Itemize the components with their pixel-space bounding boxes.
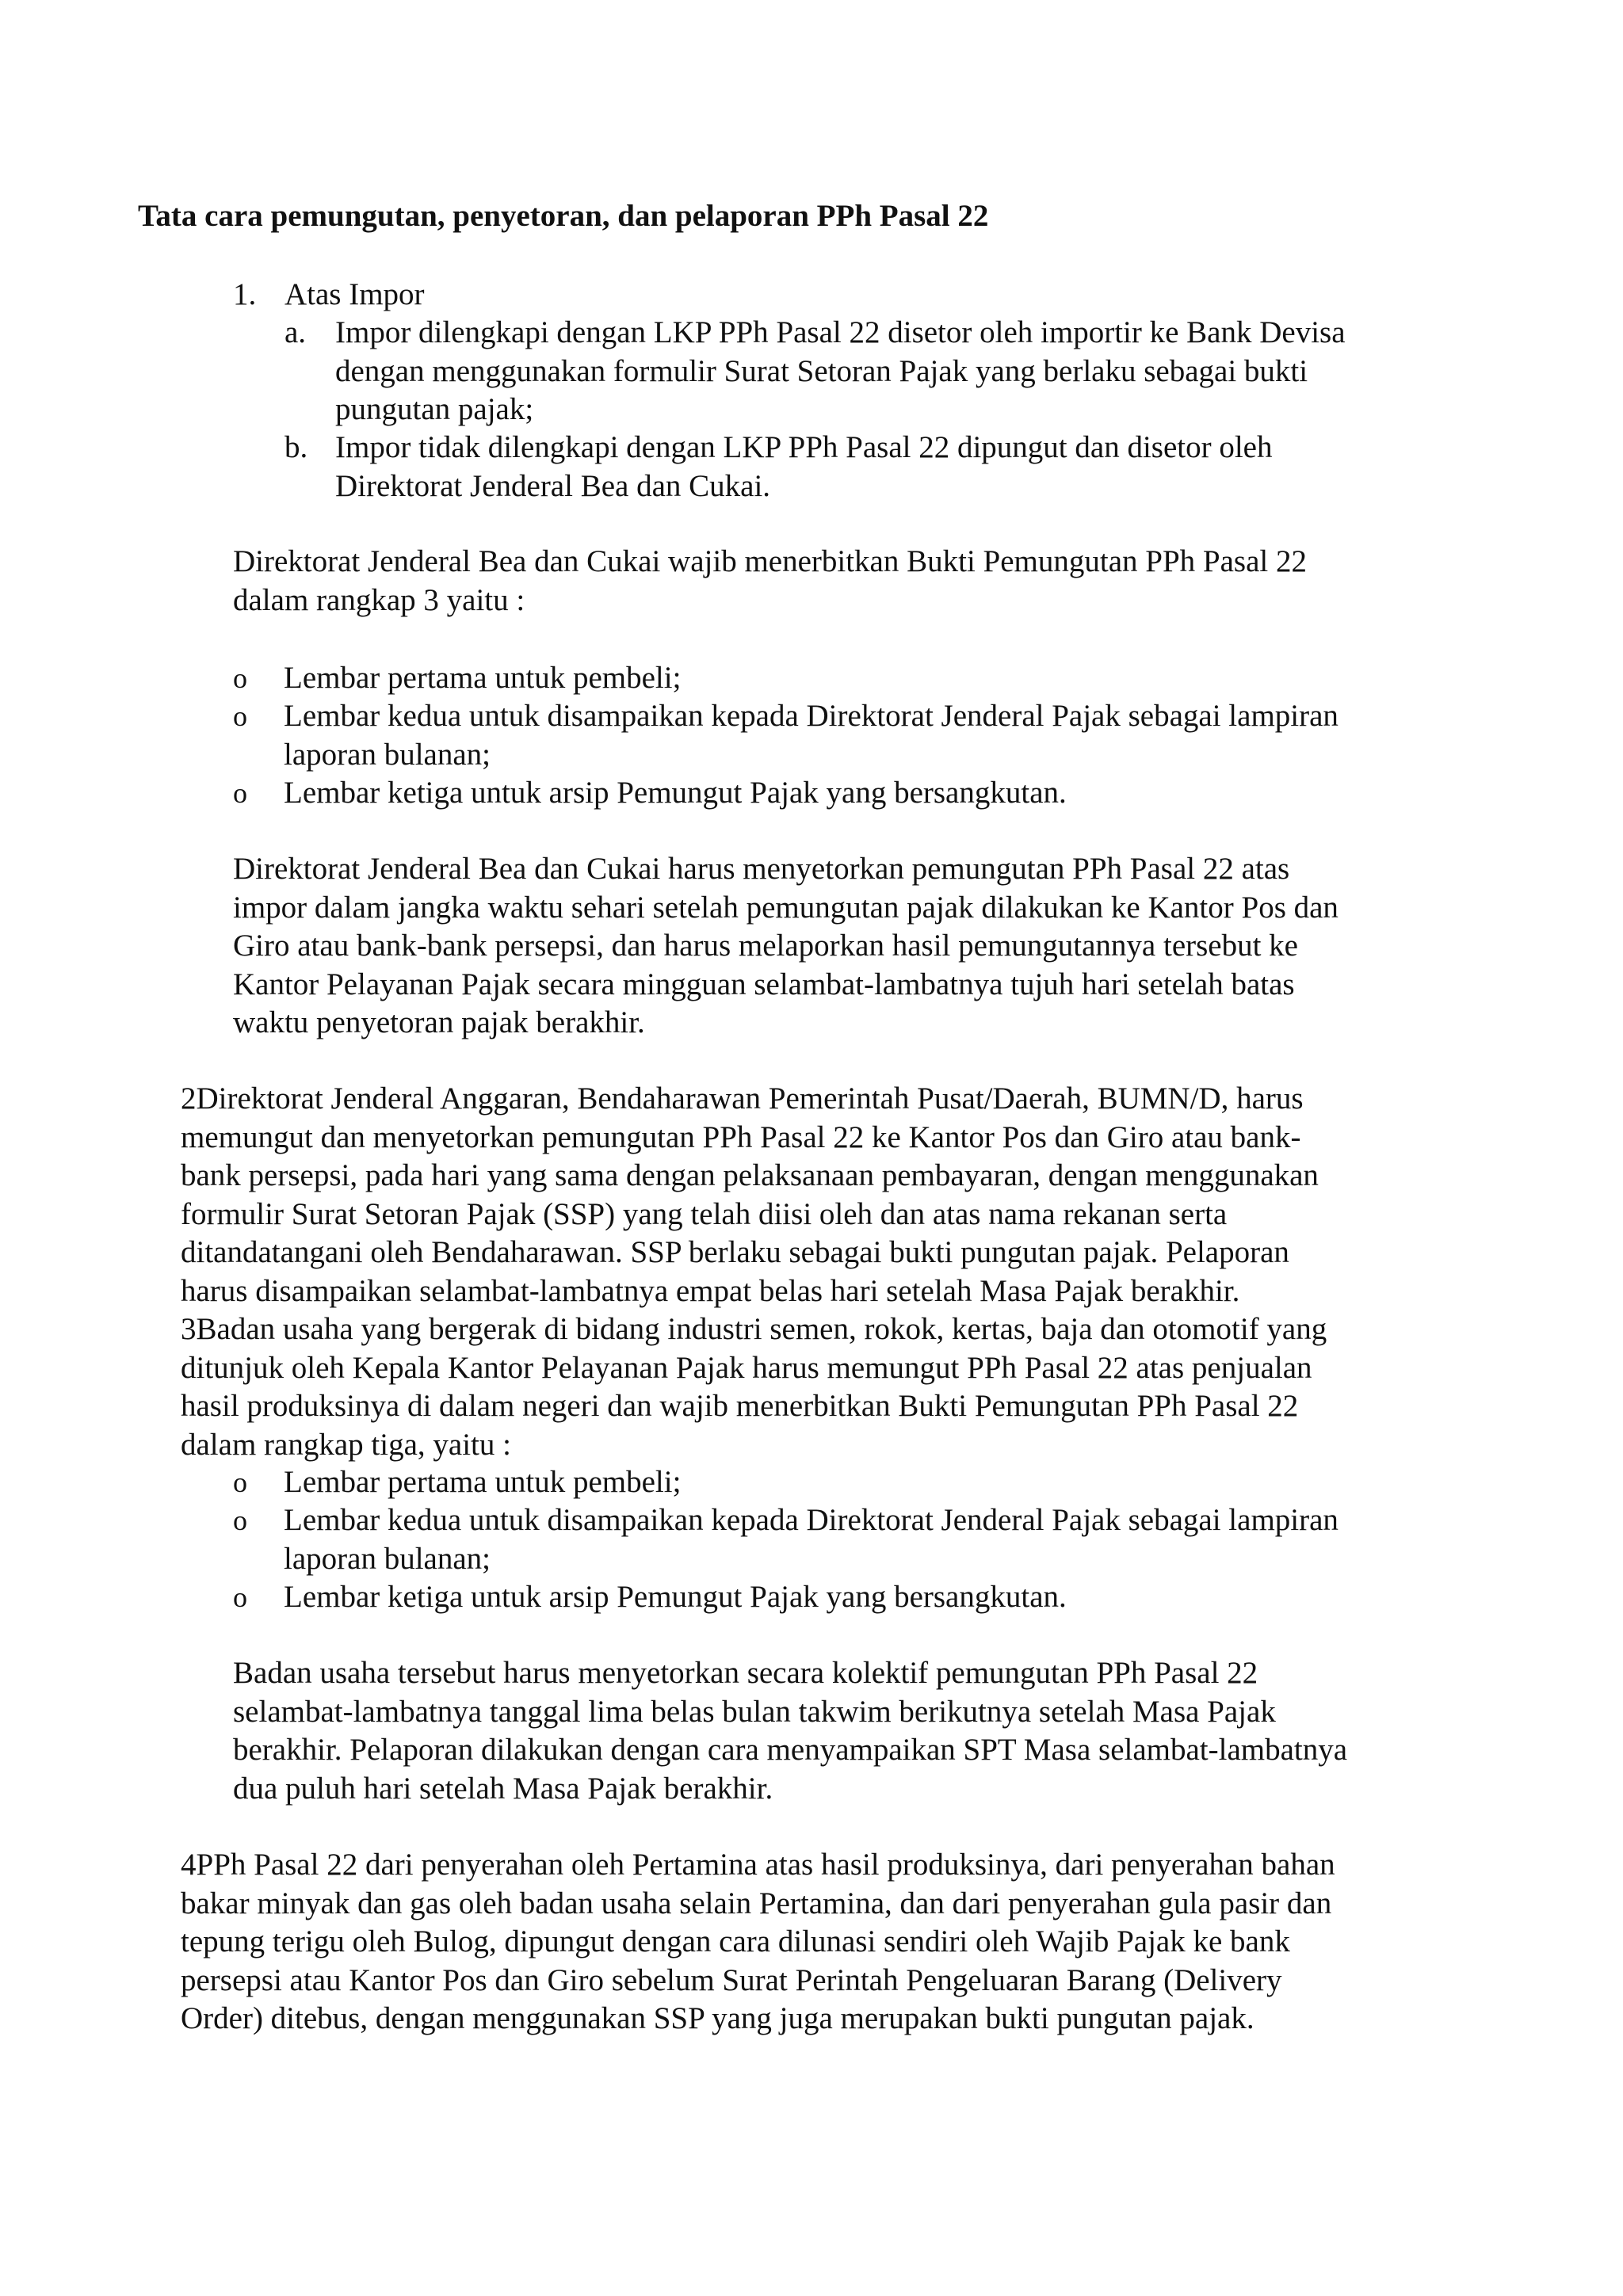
bullet-marker: o <box>233 1466 247 1498</box>
text-line: ditandatangani oleh Bendaharawan. SSP berlaku sebagai bukti pungutan pajak. Pelaporan <box>181 1235 1289 1269</box>
bullet-item <box>284 697 1338 774</box>
bullet-item <box>284 774 1067 813</box>
bullet-marker: o <box>233 1581 247 1613</box>
text-line: 3Badan usaha yang bergerak di bidang industri semen, rokok, kertas, baja dan otomotif yang <box>181 1312 1327 1346</box>
text-line: Direktorat Jenderal Bea dan Cukai. <box>335 468 771 503</box>
text-line: Lembar kedua untuk disampaikan kepada Direktorat Jenderal Pajak sebagai lampiran <box>284 1503 1338 1537</box>
text-line: laporan bulanan; <box>284 1541 491 1576</box>
bullet-item <box>284 659 681 698</box>
text-line: Badan usaha tersebut harus menyetorkan secara kolektif pemungutan PPh Pasal 22 <box>233 1656 1258 1690</box>
text-line: formulir Surat Setoran Pajak (SSP) yang telah diisi oleh dan atas nama rekanan serta <box>181 1196 1228 1231</box>
text-line: ditunjuk oleh Kepala Kantor Pelayanan Pajak harus memungut PPh Pasal 22 atas penjualan <box>181 1350 1312 1385</box>
text-line: 2Direktorat Jenderal Anggaran, Bendaharawan Pemerintah Pusat/Daerah, BUMN/D, harus <box>181 1081 1304 1116</box>
text-line: Lembar pertama untuk pembeli; <box>284 1465 682 1499</box>
section1-heading: Atas Impor <box>285 277 425 311</box>
bullet-item <box>284 1463 681 1502</box>
text-line: dalam rangkap 3 yaitu : <box>233 582 525 617</box>
text-line: Direktorat Jenderal Bea dan Cukai harus menyetorkan pemungutan PPh Pasal 22 atas <box>233 852 1290 886</box>
text-line: Impor dilengkapi dengan LKP PPh Pasal 22 disetor oleh importir ke Bank Devisa <box>335 315 1346 349</box>
text-line: dua puluh hari setelah Masa Pajak berakhir. <box>233 1771 773 1806</box>
text-line: Lembar ketiga untuk arsip Pemungut Pajak yang bersangkutan. <box>284 776 1067 810</box>
section3-closing-paragraph <box>233 1654 1347 1808</box>
text-line: Lembar pertama untuk pembeli; <box>284 661 682 695</box>
bullet-marker: o <box>233 700 247 732</box>
section1-paragraph-1 <box>233 543 1307 620</box>
text-line: dengan menggunakan formulir Surat Setoran Pajak yang berlaku sebagai bukti <box>335 353 1308 388</box>
text-line: impor dalam jangka waktu sehari setelah pemungutan pajak dilakukan ke Kantor Pos dan <box>233 890 1338 925</box>
item-b-marker: b. <box>285 430 308 464</box>
text-line: bakar minyak dan gas oleh badan usaha selain Pertamina, dan dari penyerahan gula pasir dan <box>181 1886 1332 1920</box>
text-line: Order) ditebus, dengan menggunakan SSP yang juga merupakan bukti pungutan pajak. <box>181 2001 1254 2035</box>
section2-paragraph <box>181 1080 1319 1310</box>
item-a-text <box>335 314 1346 429</box>
text-line: pungutan pajak; <box>335 392 534 426</box>
text-line: Lembar kedua untuk disampaikan kepada Direktorat Jenderal Pajak sebagai lampiran <box>284 699 1338 733</box>
text-line: Giro atau bank-bank persepsi, dan harus melaporkan hasil pemungutannya tersebut ke <box>233 929 1298 963</box>
text-line: bank persepsi, pada hari yang sama dengan pelaksanaan pembayaran, dengan menggunakan <box>181 1158 1319 1192</box>
text-line: hasil produksinya di dalam negeri dan wajib menerbitkan Bukti Pemungutan PPh Pasal 22 <box>181 1389 1299 1423</box>
text-line: dalam rangkap tiga, yaitu : <box>181 1427 511 1462</box>
item-a-marker: a. <box>285 315 307 349</box>
text-line: laporan bulanan; <box>284 737 491 772</box>
document-title: Tata cara pemungutan, penyetoran, dan pelaporan PPh Pasal 22 <box>138 199 989 233</box>
text-line: Direktorat Jenderal Bea dan Cukai wajib menerbitkan Bukti Pemungutan PPh Pasal 22 <box>233 544 1307 578</box>
bullet-item <box>284 1501 1338 1578</box>
section1-paragraph-2 <box>233 850 1338 1043</box>
item-b-text <box>335 429 1273 505</box>
text-line: Kantor Pelayanan Pajak secara mingguan selambat-lambatnya tujuh hari setelah batas <box>233 967 1295 1001</box>
bullet-marker: o <box>233 662 247 694</box>
text-line: waktu penyetoran pajak berakhir. <box>233 1005 645 1039</box>
text-line: tepung terigu oleh Bulog, dipungut dengan cara dilunasi sendiri oleh Wajib Pajak ke bank <box>181 1924 1290 1958</box>
text-line: berakhir. Pelaporan dilakukan dengan cara menyampaikan SPT Masa selambat-lambatnya <box>233 1733 1348 1767</box>
section4-paragraph <box>181 1846 1335 2039</box>
text-line: selambat-lambatnya tanggal lima belas bulan takwim berikutnya setelah Masa Pajak <box>233 1694 1276 1729</box>
bullet-marker: o <box>233 777 247 809</box>
text-line: harus disampaikan selambat-lambatnya empat belas hari setelah Masa Pajak berakhir. <box>181 1273 1240 1308</box>
section3-paragraph <box>181 1310 1327 1464</box>
text-line: Lembar ketiga untuk arsip Pemungut Pajak yang bersangkutan. <box>284 1580 1067 1614</box>
text-line: persepsi atau Kantor Pos dan Giro sebelum Surat Perintah Pengeluaran Barang (Delivery <box>181 1962 1282 1997</box>
text-line: 4PPh Pasal 22 dari penyerahan oleh Pertamina atas hasil produksinya, dari penyerahan bahan <box>181 1848 1335 1882</box>
text-line: Impor tidak dilengkapi dengan LKP PPh Pasal 22 dipungut dan disetor oleh <box>335 430 1273 464</box>
bullet-marker: o <box>233 1505 247 1536</box>
text-line: memungut dan menyetorkan pemungutan PPh Pasal 22 ke Kantor Pos dan Giro atau bank- <box>181 1119 1301 1154</box>
bullet-item <box>284 1578 1067 1617</box>
section1-number: 1. <box>233 277 257 311</box>
